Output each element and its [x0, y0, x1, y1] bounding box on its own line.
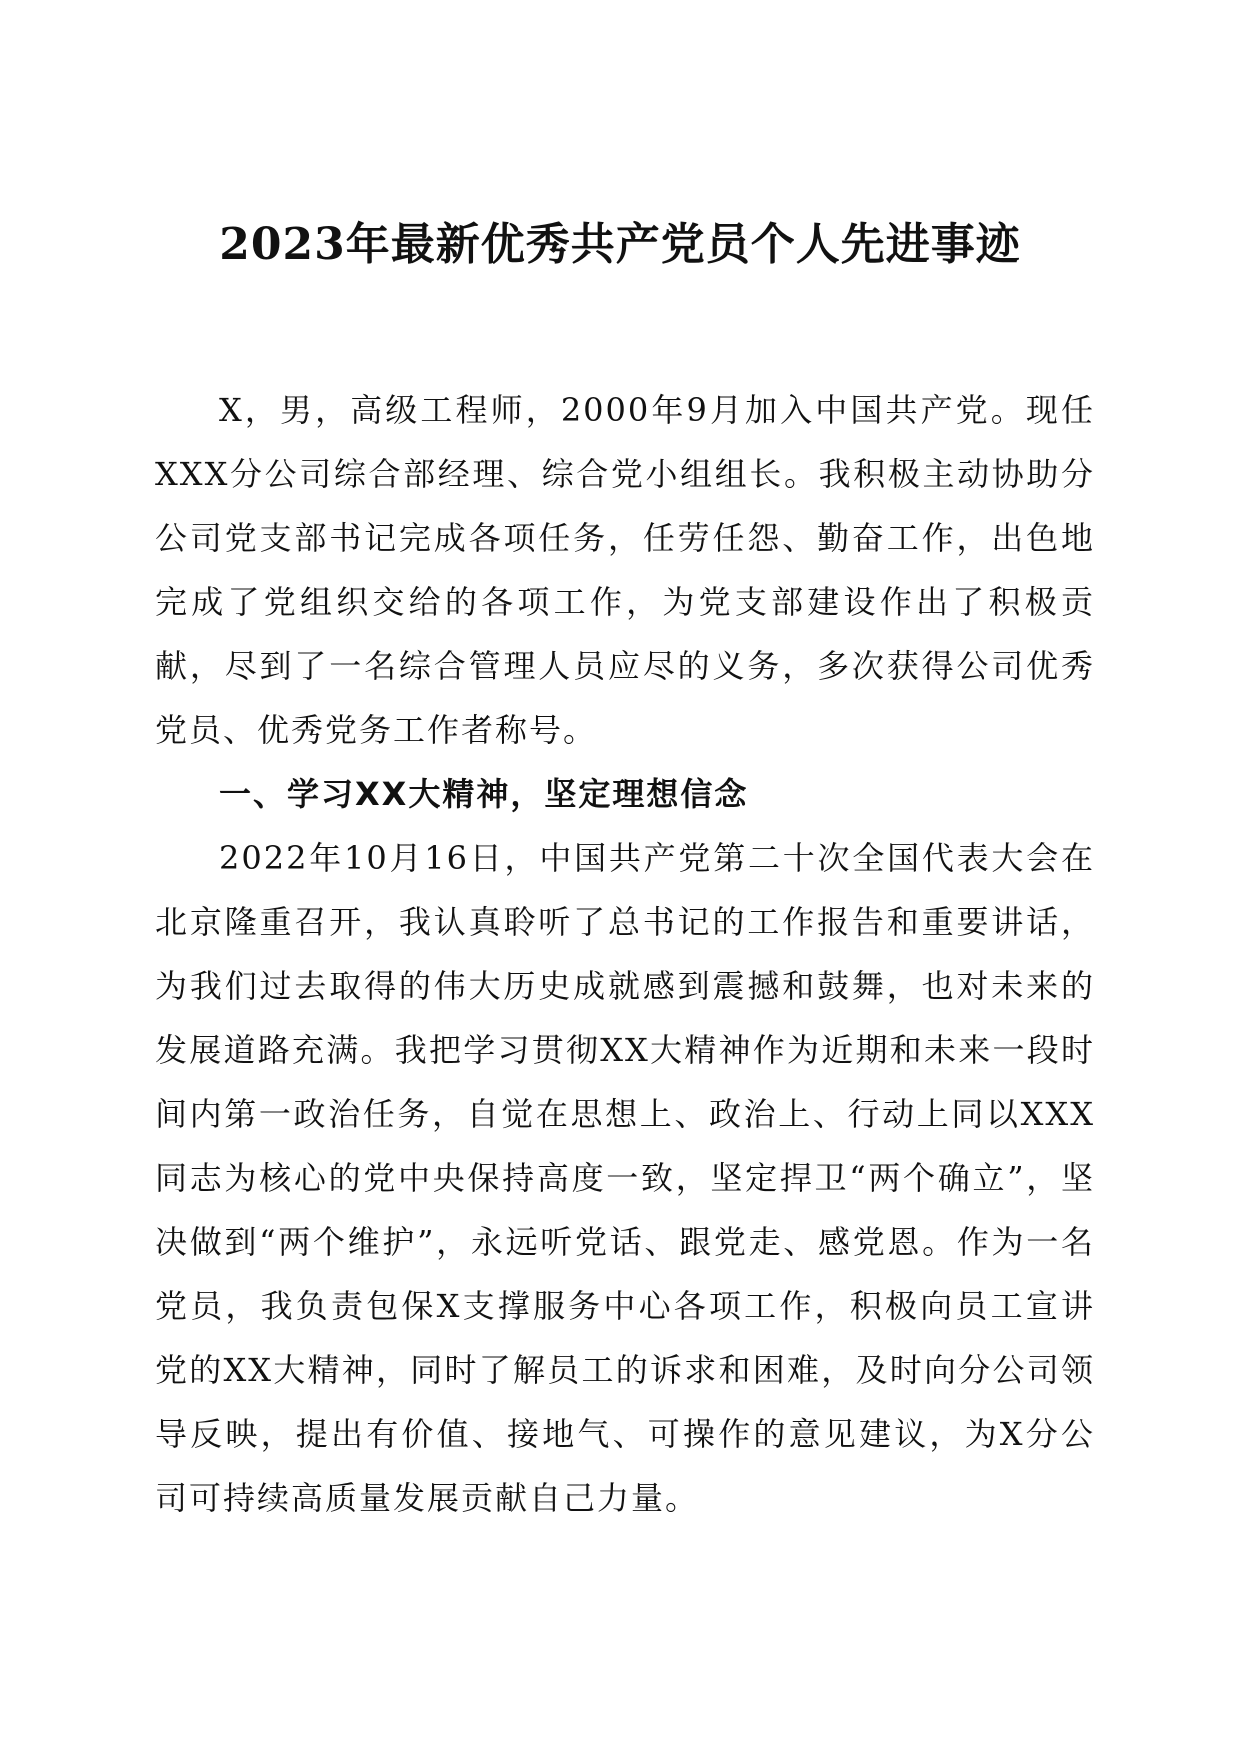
section-paragraph: 2022年10月16日，中国共产党第二十次全国代表大会在北京隆重召开，我认真聆听了总书记的工作报告和重要讲话，为我们过去取得的伟大历史成就感到震撼和鼓舞，也对未来的发展道路充满。我把学习贯彻XX大精神作为近期和未来一段时间内第一政治任务，自觉在思想上、政治上、行动上同以XXX同志为核心的党中央保持高度一致，坚定捍卫“两个确立”，坚决做到“两个维护”，永远听党话、跟党走、感党恩。作为一名党员，我负责包保X支撑服务中心各项工作，积极向员工宣讲党的XX大精神，同时了解员工的诉求和困难，及时向分公司领导反映，提出有价值、接地气、可操作的意见建议，为X分公司可持续高质量发展贡献自己力量。: [155, 839, 1095, 1517]
section-heading: 一、学习XX大精神，坚定理想信念: [219, 775, 749, 813]
document-body: [155, 378, 1095, 1530]
document-title: 2023年最新优秀共产党员个人先进事迹: [219, 219, 1021, 270]
intro-paragraph: X，男，高级工程师，2000年9月加入中国共产党。现任XXX分公司综合部经理、综合党小组组长。我积极主动协助分公司党支部书记完成各项任务，任劳任怨、勤奋工作，出色地完成了党组织交给的各项工作，为党支部建设作出了积极贡献，尽到了一名综合管理人员应尽的义务，多次获得公司优秀党员、优秀党务工作者称号。: [155, 391, 1095, 749]
